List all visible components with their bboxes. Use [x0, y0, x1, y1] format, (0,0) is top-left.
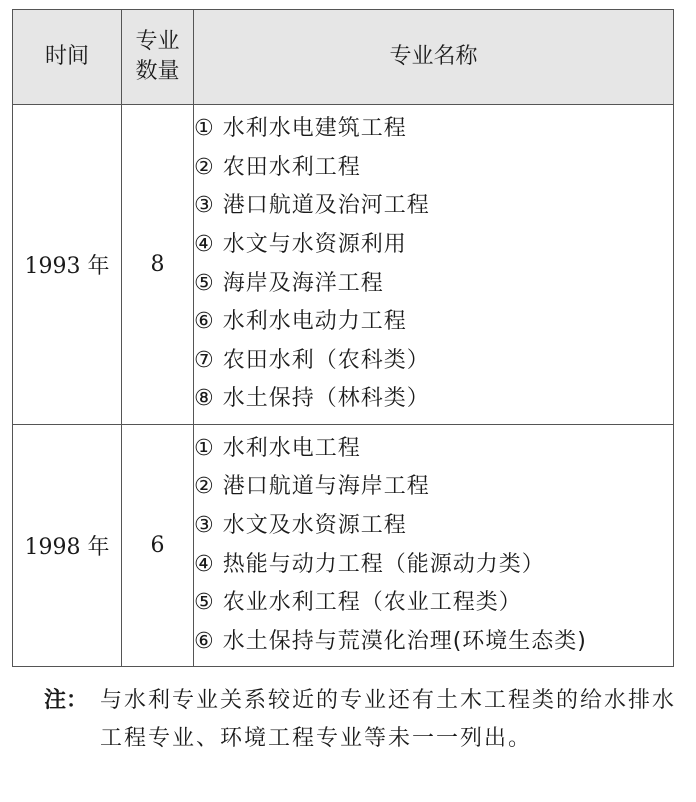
header-count-text: 专业数量: [135, 29, 180, 84]
count-cell: 8: [122, 105, 194, 425]
list-item: ② 港口航道与海岸工程: [194, 474, 430, 500]
list-item: ② 农田水利工程: [194, 154, 361, 180]
footnote: [44, 682, 684, 758]
year-cell: [13, 105, 122, 425]
footnote-text: 与水利专业关系较近的专业还有土木工程类的给水排水工程专业、环境工程专业等未一一列出。: [100, 688, 677, 751]
list-item: ① 水利水电建筑工程: [194, 116, 407, 142]
year-cell: [13, 425, 122, 667]
list-item: ③ 水文及水资源工程: [194, 512, 407, 538]
majors-cell: [194, 425, 674, 667]
year-value: 1993: [24, 254, 81, 279]
header-time: 时间: [13, 10, 122, 105]
majors-table: [12, 9, 674, 667]
list-item: ④ 水文与水资源利用: [194, 231, 407, 257]
table-row: [13, 425, 674, 667]
list-item: ⑥ 水土保持与荒漠化治理(环境生态类): [194, 628, 587, 654]
year-suffix: 年: [87, 535, 110, 560]
year-value: 1998: [24, 535, 81, 560]
year-suffix: 年: [87, 254, 110, 279]
majors-cell: [194, 105, 674, 425]
list-item: ③ 港口航道及治河工程: [194, 193, 430, 219]
list-item: ④ 热能与动力工程（能源动力类）: [194, 551, 545, 577]
count-cell: 6: [122, 425, 194, 667]
major-list: [194, 110, 673, 419]
list-item: ⑧ 水土保持（林科类）: [194, 386, 430, 412]
table-header-row: [13, 10, 674, 105]
list-item: ⑥ 水利水电动力工程: [194, 309, 407, 335]
list-item: ⑦ 农田水利（农科类）: [194, 347, 430, 373]
header-count: [122, 10, 194, 105]
footnote-label: 注：: [44, 688, 89, 713]
list-item: ① 水利水电工程: [194, 435, 361, 461]
list-item: ⑤ 农业水利工程（农业工程类）: [194, 590, 522, 616]
table-row: [13, 105, 674, 425]
list-item: ⑤ 海岸及海洋工程: [194, 270, 384, 296]
major-list: [194, 430, 673, 662]
header-names: 专业名称: [194, 10, 674, 105]
